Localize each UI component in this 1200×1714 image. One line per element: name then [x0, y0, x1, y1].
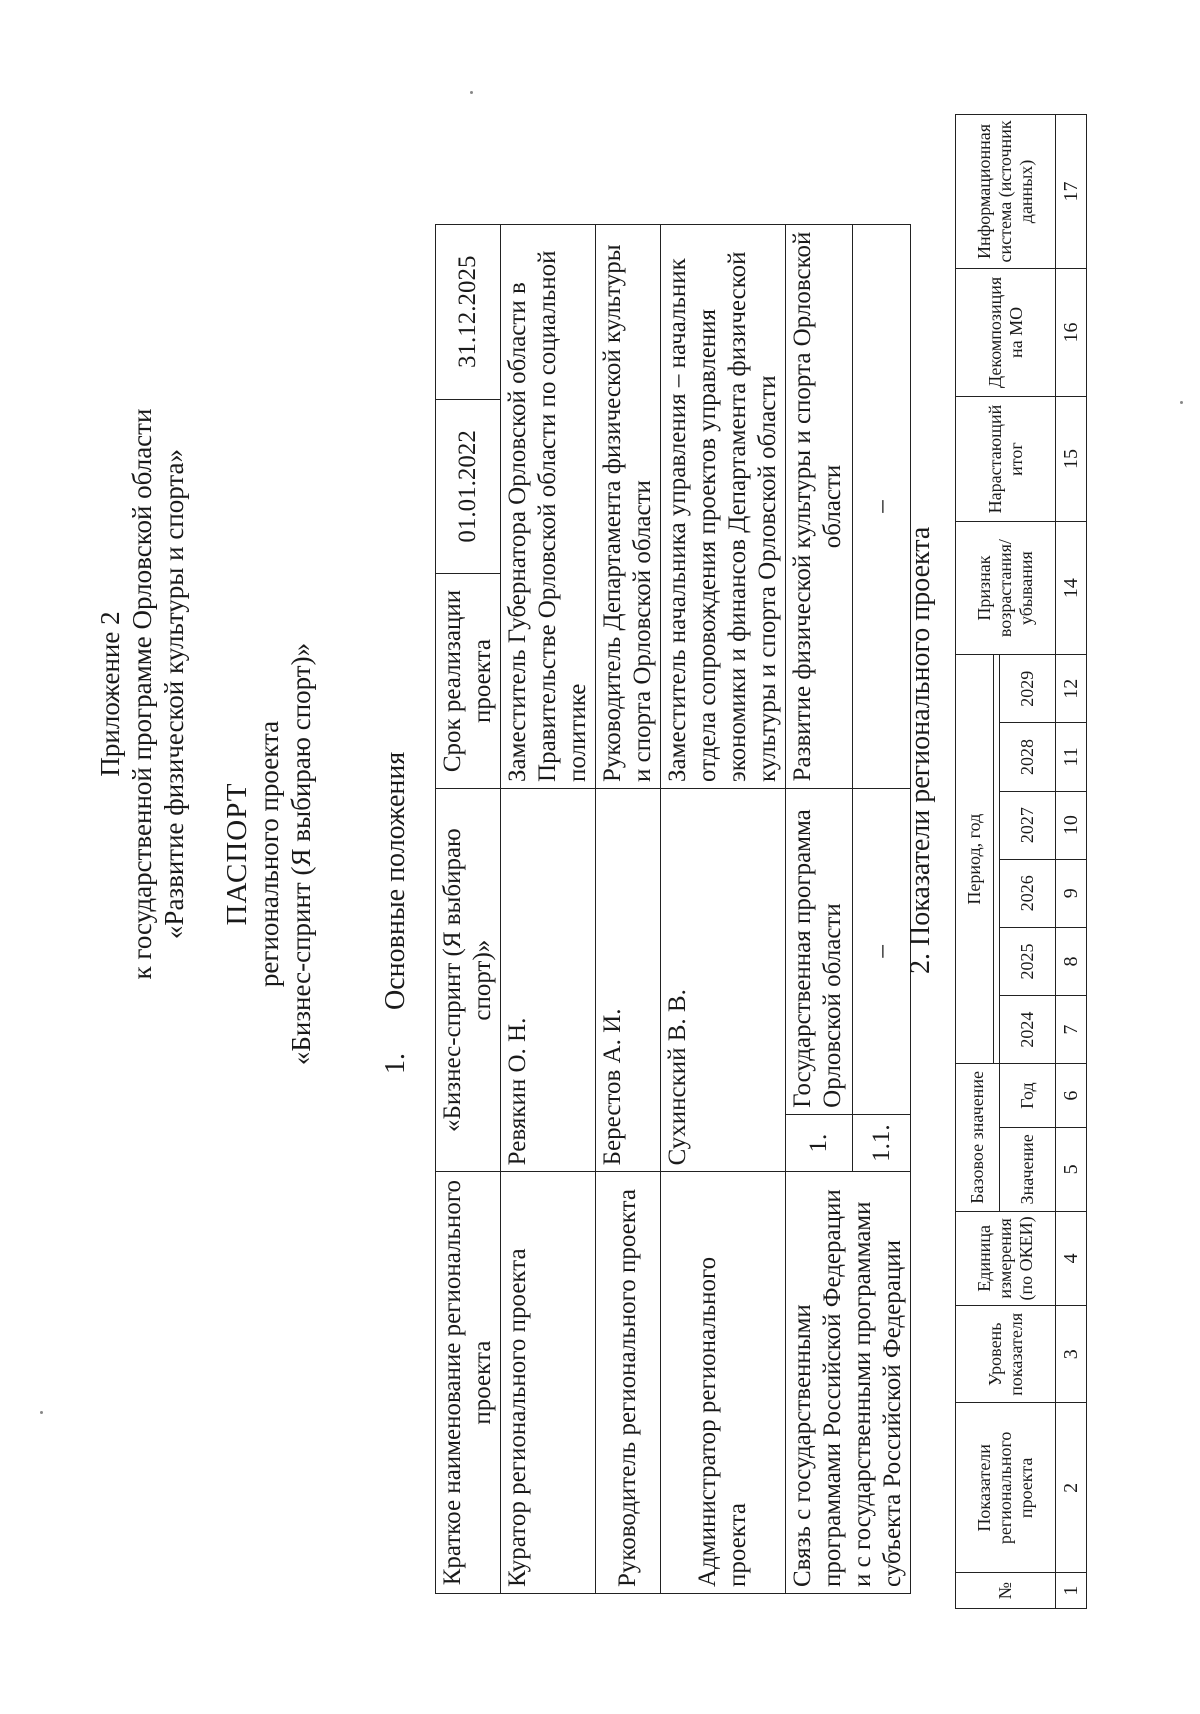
col-cumulative-header: Нарастающий итог: [956, 396, 1056, 521]
links-label: Связь с государственными программами Российской Федерации и с государственными программами субъекта Российской Федерации: [786, 1172, 911, 1594]
column-number: 3: [1056, 1306, 1087, 1403]
curator-position: Заместитель Губернатора Орловской области в Правительстве Орловской области по социальной политике: [501, 225, 596, 789]
col-unit-header: Единица измерения (по ОКЕИ): [956, 1211, 1056, 1306]
term-label: Срок реализации проекта: [436, 574, 501, 789]
scan-speck: [1180, 401, 1183, 404]
passport-header: [220, 494, 318, 1214]
col-period-header: Период, год: [956, 655, 994, 1064]
passport-title: ПАСПОРТ: [221, 782, 253, 926]
column-number-row: [1056, 115, 1087, 1609]
column-number: 14: [1056, 522, 1087, 655]
link-program: –: [853, 788, 911, 1114]
column-number: 9: [1056, 859, 1087, 927]
column-number: 5: [1056, 1128, 1087, 1212]
short-name-value: «Бизнес-спринт (Я выбираю спорт)»: [436, 788, 501, 1171]
col-indicators-header: Показатели регионального проекта: [956, 1403, 1056, 1573]
head-position: Руководитель Департамента физической культуры и спорта Орловской области: [596, 225, 661, 789]
link-subprogram: Развитие физической культуры и спорта Орловской области: [786, 225, 853, 789]
col-base-header: Базовое значение: [956, 1064, 1000, 1211]
col-info-system-header: Информационная система (источник данных): [956, 115, 1056, 269]
scan-speck: [470, 91, 473, 94]
year-header: 2027: [1000, 791, 1056, 859]
col-decomposition-header: Декомпозиция на МО: [956, 268, 1056, 396]
column-number: 4: [1056, 1211, 1087, 1306]
table-row: [436, 225, 501, 1594]
table-row: [661, 225, 786, 1594]
curator-label: Куратор регионального проекта: [501, 1172, 596, 1594]
link-number: 1.: [786, 1114, 853, 1172]
project-name: «Бизнес-спринт (Я выбираю спорт)»: [286, 642, 317, 1066]
col-base-year-header: Год: [1000, 1064, 1056, 1128]
appendix-header: [95, 244, 191, 1144]
table-row: [596, 225, 661, 1594]
head-person: Берестов А. И.: [596, 788, 661, 1171]
appendix-program-name: «Развитие физической культуры и спорта»: [158, 448, 189, 940]
year-header: 2026: [1000, 859, 1056, 927]
col-base-value-header: Значение: [1000, 1128, 1056, 1212]
appendix-program-ref: к государственной программе Орловской области: [126, 408, 157, 980]
col-level-header: Уровень показателя: [956, 1306, 1056, 1403]
column-number: 15: [1056, 396, 1087, 521]
column-number: 10: [1056, 791, 1087, 859]
column-number: 7: [1056, 996, 1087, 1064]
administrator-person: Сухинский В. В.: [661, 788, 786, 1171]
link-number: 1.1.: [853, 1114, 911, 1172]
column-number: 6: [1056, 1064, 1087, 1128]
section-1-heading: [380, 752, 412, 1074]
year-header: 2024: [1000, 996, 1056, 1064]
year-header: 2025: [1000, 927, 1056, 995]
year-header: 2028: [1000, 723, 1056, 791]
passport-subtitle: регионального проекта: [254, 720, 285, 988]
section-1-number: 1.: [380, 1053, 411, 1074]
column-number: 8: [1056, 927, 1087, 995]
administrator-label: Администратор регионального проекта: [661, 1172, 786, 1594]
scan-speck: [40, 1411, 43, 1414]
short-name-label: Краткое наименование регионального проекта: [436, 1172, 501, 1594]
term-end: 31.12.2025: [436, 225, 501, 400]
column-number: 16: [1056, 268, 1087, 396]
link-program: Государственная программа Орловской области: [786, 788, 853, 1114]
section-1-title: Основные положения: [380, 751, 411, 1010]
table-header-row: [956, 115, 994, 1609]
main-provisions-table: [435, 224, 911, 1594]
table-row: [501, 225, 596, 1594]
head-label: Руководитель регионального проекта: [596, 1172, 661, 1594]
column-number: 11: [1056, 723, 1087, 791]
col-sign-header: Признак возрастания/ убывания: [956, 522, 1056, 655]
col-number-header: №: [956, 1573, 1056, 1609]
indicators-table: [955, 114, 1087, 1609]
curator-person: Ревякин О. Н.: [501, 788, 596, 1171]
appendix-number: Приложение 2: [95, 611, 125, 777]
administrator-position: Заместитель начальника управления – начальник отдела сопровождения проектов управления экономики и финансов Департамента физической культуры и спорта Орловской области: [661, 225, 786, 789]
term-start: 01.01.2022: [436, 399, 501, 574]
section-2-heading: 2. Показатели регионального проекта: [905, 526, 936, 974]
link-subprogram: –: [853, 225, 911, 789]
table-row: [786, 225, 853, 1594]
column-number: 17: [1056, 115, 1087, 269]
year-header: 2029: [1000, 655, 1056, 723]
column-number: 1: [1056, 1573, 1087, 1609]
column-number: 12: [1056, 655, 1087, 723]
column-number: 2: [1056, 1403, 1087, 1573]
